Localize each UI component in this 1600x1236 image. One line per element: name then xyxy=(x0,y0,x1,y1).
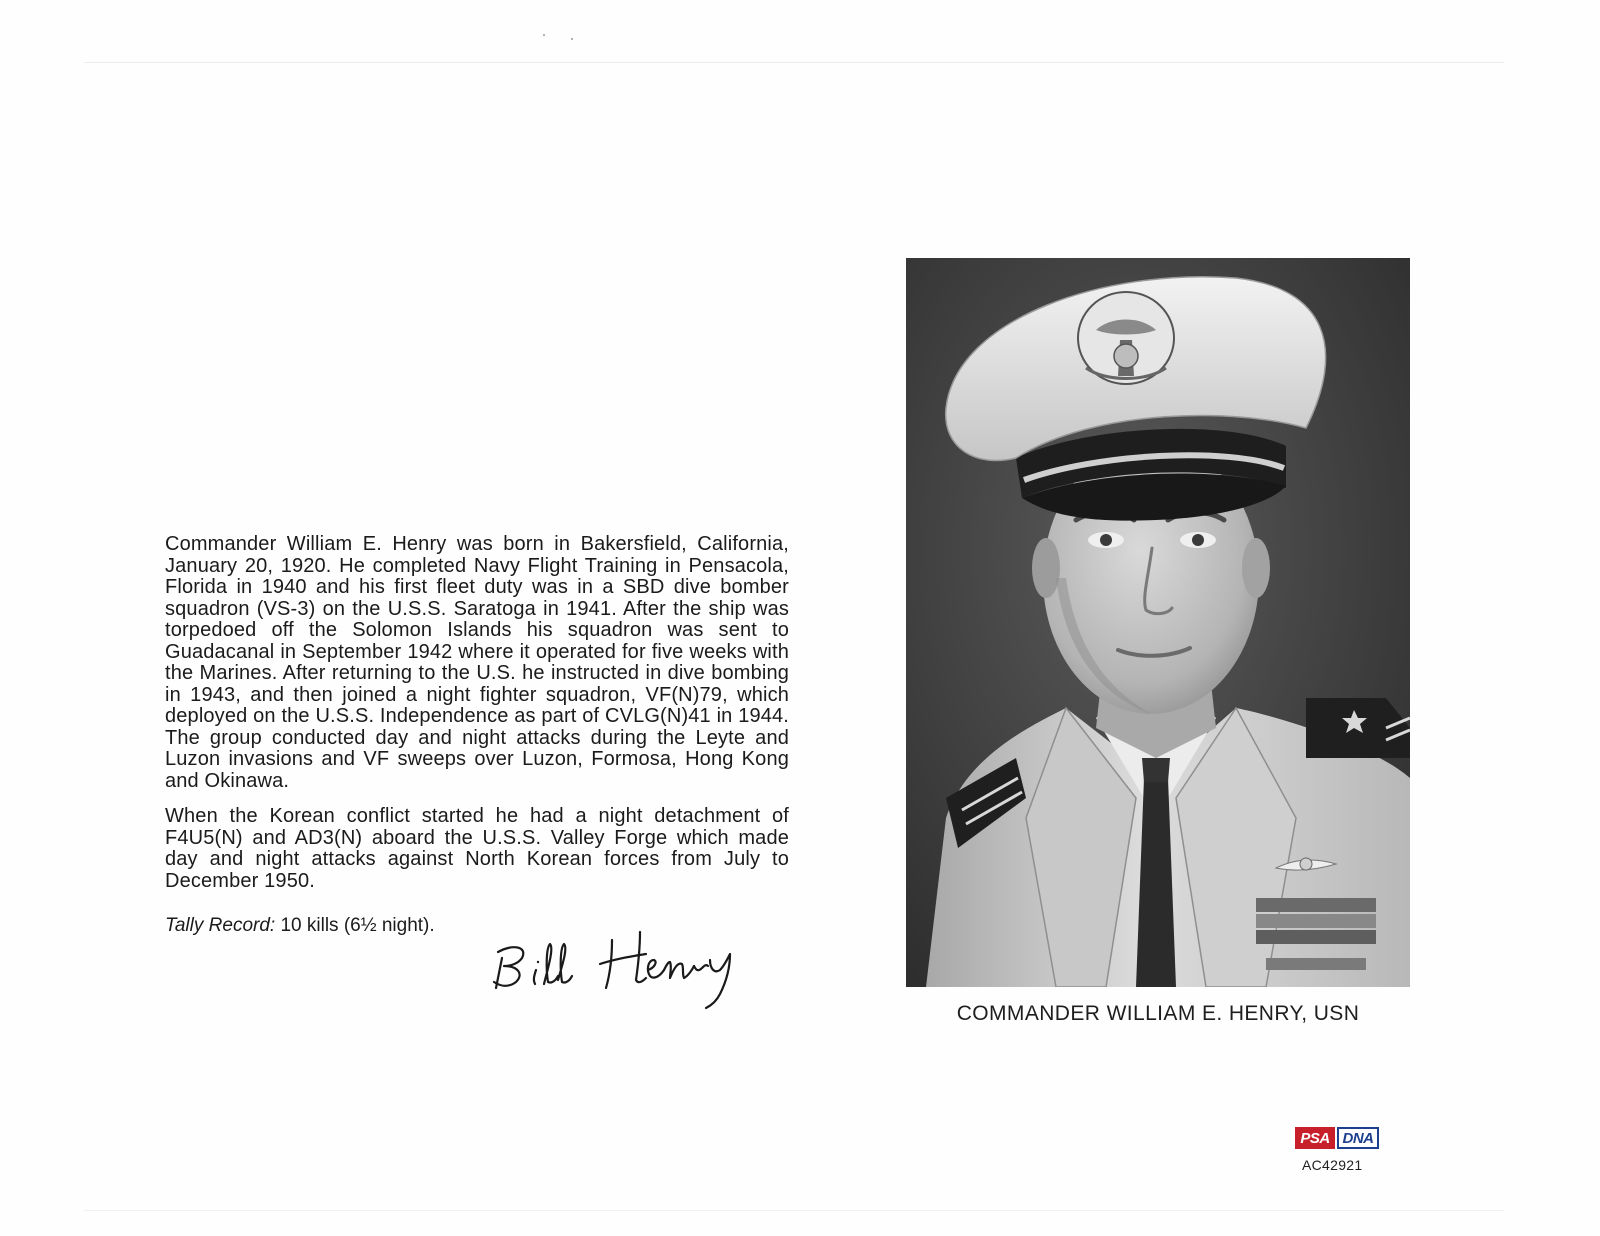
top-divider xyxy=(84,62,1504,63)
paper-speck xyxy=(543,34,545,36)
handwritten-signature xyxy=(488,918,758,1010)
portrait-photo xyxy=(906,258,1410,987)
paper-speck xyxy=(571,38,573,40)
authentication-logo xyxy=(1295,1127,1379,1149)
psa-logo-block: PSA xyxy=(1295,1127,1335,1149)
biography-text xyxy=(165,534,789,906)
photo-caption: COMMANDER WILLIAM E. HENRY, USN xyxy=(956,1002,1360,1025)
bio-paragraph-2: When the Korean conflict started he had a night detachment of F4U5(N) and AD3(N) aboard the U.S.S. Valley Forge which made day and night attacks against North Korean forces from July to December 1950. xyxy=(165,805,789,892)
tally-record xyxy=(165,915,435,937)
tally-label: Tally Record: xyxy=(165,915,276,936)
bio-paragraph-1: Commander William E. Henry was born in Bakersfield, California, January 20, 1920. He completed Navy Flight Training in Pensacola, Florida in 1940 and his first fleet duty was in a SBD dive bomber squadron (VS-3) on the U.S.S. Saratoga in 1941. After the ship was torpedoed off the Solomon Islands his squadron was sent to Guadacanal in September 1942 where it operated for five weeks with the Marines. After returning to the U.S. he instructed in dive bombing in 1943, and then joined a night fighter squadron, VF(N)79, which deployed on the U.S.S. Independence as part of CVLG(N)41 in 1944. The group conducted day and night attacks during the Leyte and Luzon invasions and VF sweeps over Luzon, Formosa, Hong Kong and Okinawa. xyxy=(165,533,789,792)
certificate-number: AC42921 xyxy=(1302,1157,1363,1173)
bottom-divider xyxy=(84,1210,1504,1211)
portrait-illustration xyxy=(906,258,1410,987)
dna-logo-block: DNA xyxy=(1337,1127,1379,1149)
tally-value: 10 kills (6½ night). xyxy=(275,915,435,936)
